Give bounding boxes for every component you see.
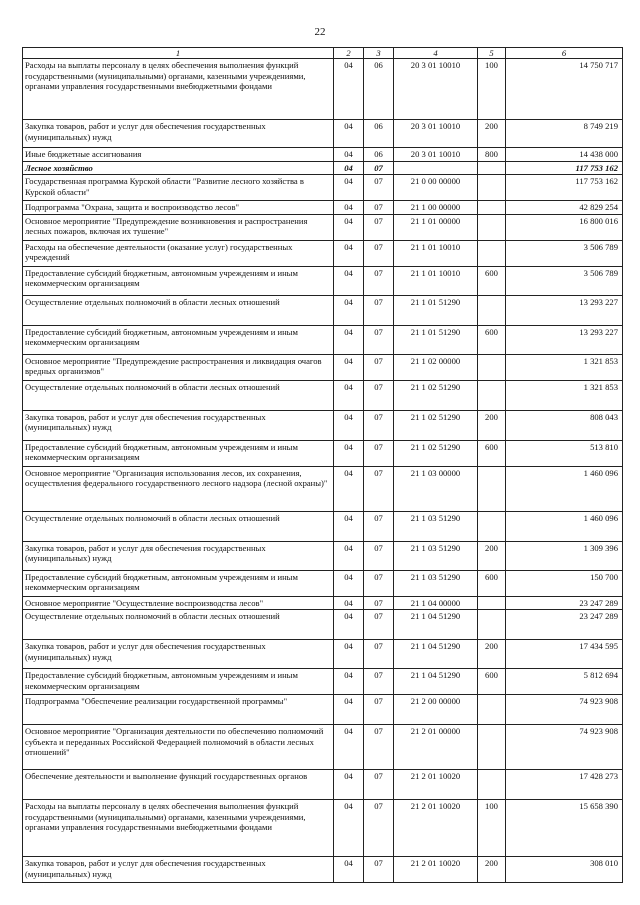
row-sum-cell: 1 460 096: [506, 511, 623, 541]
row-vr-cell: [478, 201, 506, 214]
row-csr-cell: 21 2 01 00000: [394, 725, 478, 770]
row-vr-cell: [478, 695, 506, 725]
table-row: [23, 610, 623, 640]
row-rz-cell: 04: [334, 800, 364, 857]
row-sum-cell: 808 043: [506, 410, 623, 440]
row-pr-cell: 07: [364, 511, 394, 541]
row-csr-cell: 21 1 03 00000: [394, 466, 478, 511]
row-name-cell: Предоставление субсидий бюджетным, автономным учреждениям и иным некоммерческим организациям: [23, 266, 334, 295]
row-csr-cell: 21 1 03 51290: [394, 541, 478, 570]
row-rz-cell: 04: [334, 695, 364, 725]
col-header-5: 5: [478, 48, 506, 59]
row-name-cell: Закупка товаров, работ и услуг для обеспечения государственных (муниципальных) нужд: [23, 410, 334, 440]
row-sum-cell: 117 753 162: [506, 161, 623, 174]
col-header-2: 2: [334, 48, 364, 59]
col-header-3: 3: [364, 48, 394, 59]
row-rz-cell: 04: [334, 669, 364, 695]
col-header-1: 1: [23, 48, 334, 59]
row-csr-cell: 21 2 01 10020: [394, 857, 478, 883]
table-row: [23, 201, 623, 214]
row-sum-cell: 8 749 219: [506, 120, 623, 148]
table-row: [23, 466, 623, 511]
table-row: [23, 354, 623, 380]
row-vr-cell: [478, 214, 506, 240]
row-sum-cell: 5 812 694: [506, 669, 623, 695]
row-vr-cell: [478, 770, 506, 800]
row-pr-cell: 07: [364, 857, 394, 883]
row-rz-cell: 04: [334, 354, 364, 380]
row-vr-cell: [478, 610, 506, 640]
row-csr-cell: 21 1 04 00000: [394, 596, 478, 609]
row-sum-cell: 117 753 162: [506, 175, 623, 201]
row-csr-cell: 21 1 04 51290: [394, 640, 478, 669]
row-name-cell: Закупка товаров, работ и услуг для обеспечения государственных (муниципальных) нужд: [23, 541, 334, 570]
row-sum-cell: 16 800 016: [506, 214, 623, 240]
row-rz-cell: 04: [334, 120, 364, 148]
row-csr-cell: 20 3 01 10010: [394, 148, 478, 161]
table-row: [23, 640, 623, 669]
row-sum-cell: 74 923 908: [506, 695, 623, 725]
row-sum-cell: 74 923 908: [506, 725, 623, 770]
row-rz-cell: 04: [334, 511, 364, 541]
row-rz-cell: 04: [334, 440, 364, 466]
row-vr-cell: [478, 380, 506, 410]
row-name-cell: Осуществление отдельных полномочий в области лесных отношений: [23, 295, 334, 325]
row-rz-cell: 04: [334, 770, 364, 800]
page-number: 22: [314, 26, 326, 38]
row-csr-cell: 21 1 02 51290: [394, 380, 478, 410]
row-name-cell: Предоставление субсидий бюджетным, автономным учреждениям и иным некоммерческим организациям: [23, 440, 334, 466]
row-pr-cell: 07: [364, 266, 394, 295]
table-row: [23, 214, 623, 240]
row-csr-cell: 21 1 03 51290: [394, 511, 478, 541]
row-sum-cell: 13 293 227: [506, 295, 623, 325]
table-row: [23, 725, 623, 770]
row-vr-cell: [478, 354, 506, 380]
row-vr-cell: 200: [478, 120, 506, 148]
row-pr-cell: 07: [364, 325, 394, 354]
row-name-cell: Закупка товаров, работ и услуг для обеспечения государственных (муниципальных) нужд: [23, 120, 334, 148]
row-vr-cell: 600: [478, 325, 506, 354]
row-sum-cell: 14 438 000: [506, 148, 623, 161]
row-csr-cell: 21 1 01 51290: [394, 295, 478, 325]
row-vr-cell: [478, 295, 506, 325]
row-rz-cell: 04: [334, 59, 364, 120]
row-vr-cell: [478, 175, 506, 201]
row-name-cell: Основное мероприятие "Предупреждение распространения и ликвидация очагов вредных организмов": [23, 354, 334, 380]
table-row: [23, 148, 623, 161]
row-name-cell: Предоставление субсидий бюджетным, автономным учреждениям и иным некоммерческим организациям: [23, 669, 334, 695]
row-sum-cell: 23 247 289: [506, 596, 623, 609]
table-row: [23, 295, 623, 325]
row-vr-cell: 800: [478, 148, 506, 161]
row-pr-cell: 07: [364, 541, 394, 570]
row-name-cell: Закупка товаров, работ и услуг для обеспечения государственных (муниципальных) нужд: [23, 857, 334, 883]
row-sum-cell: 13 293 227: [506, 325, 623, 354]
row-sum-cell: 308 010: [506, 857, 623, 883]
row-vr-cell: 100: [478, 800, 506, 857]
row-csr-cell: 21 1 01 10010: [394, 240, 478, 266]
row-vr-cell: 200: [478, 541, 506, 570]
row-vr-cell: 600: [478, 669, 506, 695]
row-pr-cell: 07: [364, 175, 394, 201]
row-rz-cell: 04: [334, 640, 364, 669]
table-row: [23, 175, 623, 201]
row-pr-cell: 07: [364, 354, 394, 380]
row-csr-cell: 21 1 02 51290: [394, 440, 478, 466]
row-pr-cell: 07: [364, 214, 394, 240]
row-vr-cell: [478, 725, 506, 770]
row-sum-cell: 14 750 717: [506, 59, 623, 120]
row-name-cell: Основное мероприятие "Организация использования лесов, их сохранения, осуществления федерального государственного лесного надзора (лесной охраны)": [23, 466, 334, 511]
row-csr-cell: 21 2 01 10020: [394, 800, 478, 857]
row-name-cell: Осуществление отдельных полномочий в области лесных отношений: [23, 380, 334, 410]
row-sum-cell: 17 428 273: [506, 770, 623, 800]
row-vr-cell: [478, 161, 506, 174]
row-vr-cell: 600: [478, 440, 506, 466]
row-rz-cell: 04: [334, 380, 364, 410]
row-name-cell: Обеспечение деятельности и выполнение функций государственных органов: [23, 770, 334, 800]
row-csr-cell: 21 1 04 51290: [394, 669, 478, 695]
budget-table: [22, 47, 623, 883]
row-pr-cell: 07: [364, 466, 394, 511]
row-name-cell: Расходы на выплаты персоналу в целях обеспечения выполнения функций государственными (муниципальными) органами, казенными учреждениями, органами управления государственными внебюджетными фондами: [23, 800, 334, 857]
row-name-cell: Лесное хозяйство: [23, 161, 334, 174]
row-name-cell: Осуществление отдельных полномочий в области лесных отношений: [23, 511, 334, 541]
row-name-cell: Основное мероприятие "Организация деятельности по обеспечению полномочий субъекта и переданных Российской Федерацией полномочий в области лесных отношений": [23, 725, 334, 770]
row-csr-cell: 21 1 01 51290: [394, 325, 478, 354]
row-csr-cell: 21 1 02 00000: [394, 354, 478, 380]
row-csr-cell: 21 0 00 00000: [394, 175, 478, 201]
row-vr-cell: [478, 596, 506, 609]
row-vr-cell: 200: [478, 857, 506, 883]
row-rz-cell: 04: [334, 148, 364, 161]
col-header-4: 4: [394, 48, 478, 59]
row-name-cell: Закупка товаров, работ и услуг для обеспечения государственных (муниципальных) нужд: [23, 640, 334, 669]
row-rz-cell: 04: [334, 466, 364, 511]
row-rz-cell: 04: [334, 570, 364, 596]
row-pr-cell: 07: [364, 770, 394, 800]
row-vr-cell: [478, 511, 506, 541]
table-row: [23, 570, 623, 596]
table-row: [23, 857, 623, 883]
row-rz-cell: 04: [334, 161, 364, 174]
row-sum-cell: 3 506 789: [506, 240, 623, 266]
row-pr-cell: 07: [364, 440, 394, 466]
row-name-cell: Подпрограмма "Обеспечение реализации государственной программы": [23, 695, 334, 725]
row-sum-cell: 15 658 390: [506, 800, 623, 857]
row-pr-cell: 07: [364, 640, 394, 669]
row-vr-cell: [478, 466, 506, 511]
table-row: [23, 800, 623, 857]
row-rz-cell: 04: [334, 541, 364, 570]
row-sum-cell: 17 434 595: [506, 640, 623, 669]
row-name-cell: Подпрограмма "Охрана, защита и воспроизводство лесов": [23, 201, 334, 214]
row-vr-cell: 200: [478, 410, 506, 440]
row-csr-cell: 20 3 01 10010: [394, 120, 478, 148]
row-csr-cell: 21 1 02 51290: [394, 410, 478, 440]
row-pr-cell: 06: [364, 148, 394, 161]
row-csr-cell: 20 3 01 10010: [394, 59, 478, 120]
table-body: [23, 59, 623, 883]
row-rz-cell: 04: [334, 201, 364, 214]
row-name-cell: Основное мероприятие "Осуществление воспроизводства лесов": [23, 596, 334, 609]
row-rz-cell: 04: [334, 610, 364, 640]
row-rz-cell: 04: [334, 295, 364, 325]
row-sum-cell: 23 247 289: [506, 610, 623, 640]
row-name-cell: Расходы на выплаты персоналу в целях обеспечения выполнения функций государственными (муниципальными) органами, казенными учреждениями, органами управления государственными внебюджетными фондами: [23, 59, 334, 120]
row-sum-cell: 42 829 254: [506, 201, 623, 214]
row-pr-cell: 07: [364, 295, 394, 325]
row-pr-cell: 07: [364, 410, 394, 440]
col-header-6: 6: [506, 48, 623, 59]
table-row: [23, 770, 623, 800]
row-sum-cell: 1 321 853: [506, 380, 623, 410]
row-pr-cell: 07: [364, 201, 394, 214]
row-pr-cell: 07: [364, 240, 394, 266]
table-row: [23, 120, 623, 148]
row-vr-cell: [478, 240, 506, 266]
row-pr-cell: 07: [364, 725, 394, 770]
row-pr-cell: 07: [364, 669, 394, 695]
table-row: [23, 59, 623, 120]
row-pr-cell: 07: [364, 596, 394, 609]
row-rz-cell: 04: [334, 857, 364, 883]
row-csr-cell: [394, 161, 478, 174]
row-rz-cell: 04: [334, 325, 364, 354]
table-row: [23, 380, 623, 410]
row-name-cell: Государственная программа Курской области "Развитие лесного хозяйства в Курской области": [23, 175, 334, 201]
row-name-cell: Осуществление отдельных полномочий в области лесных отношений: [23, 610, 334, 640]
row-sum-cell: 513 810: [506, 440, 623, 466]
row-pr-cell: 06: [364, 59, 394, 120]
row-csr-cell: 21 1 01 00000: [394, 214, 478, 240]
table-row: [23, 669, 623, 695]
row-rz-cell: 04: [334, 596, 364, 609]
row-vr-cell: 600: [478, 570, 506, 596]
table-row: [23, 511, 623, 541]
row-vr-cell: 100: [478, 59, 506, 120]
row-sum-cell: 1 460 096: [506, 466, 623, 511]
row-rz-cell: 04: [334, 725, 364, 770]
header-row: [23, 48, 623, 59]
row-rz-cell: 04: [334, 410, 364, 440]
table-row: [23, 596, 623, 609]
row-rz-cell: 04: [334, 214, 364, 240]
row-csr-cell: 21 1 04 51290: [394, 610, 478, 640]
row-pr-cell: 07: [364, 161, 394, 174]
table-row: [23, 440, 623, 466]
row-pr-cell: 06: [364, 120, 394, 148]
table-row: [23, 695, 623, 725]
row-name-cell: Предоставление субсидий бюджетным, автономным учреждениям и иным некоммерческим организациям: [23, 325, 334, 354]
row-pr-cell: 07: [364, 695, 394, 725]
row-name-cell: Основное мероприятие "Предупреждение возникновения и распространения лесных пожаров, включая их тушение": [23, 214, 334, 240]
row-sum-cell: 1 321 853: [506, 354, 623, 380]
row-name-cell: Расходы на обеспечение деятельности (оказание услуг) государственных учреждений: [23, 240, 334, 266]
row-pr-cell: 07: [364, 570, 394, 596]
row-csr-cell: 21 1 03 51290: [394, 570, 478, 596]
row-pr-cell: 07: [364, 380, 394, 410]
row-pr-cell: 07: [364, 800, 394, 857]
row-rz-cell: 04: [334, 175, 364, 201]
table-row: [23, 541, 623, 570]
row-rz-cell: 04: [334, 266, 364, 295]
table-row: [23, 325, 623, 354]
table-row: [23, 266, 623, 295]
row-csr-cell: 21 1 01 10010: [394, 266, 478, 295]
row-name-cell: Иные бюджетные ассигнования: [23, 148, 334, 161]
table-row: [23, 410, 623, 440]
table-row: [23, 240, 623, 266]
row-sum-cell: 3 506 789: [506, 266, 623, 295]
row-sum-cell: 150 700: [506, 570, 623, 596]
row-name-cell: Предоставление субсидий бюджетным, автономным учреждениям и иным некоммерческим организациям: [23, 570, 334, 596]
row-csr-cell: 21 2 00 00000: [394, 695, 478, 725]
row-sum-cell: 1 309 396: [506, 541, 623, 570]
row-pr-cell: 07: [364, 610, 394, 640]
row-csr-cell: 21 1 00 00000: [394, 201, 478, 214]
table-row: [23, 161, 623, 174]
row-csr-cell: 21 2 01 10020: [394, 770, 478, 800]
row-vr-cell: 600: [478, 266, 506, 295]
row-rz-cell: 04: [334, 240, 364, 266]
row-vr-cell: 200: [478, 640, 506, 669]
